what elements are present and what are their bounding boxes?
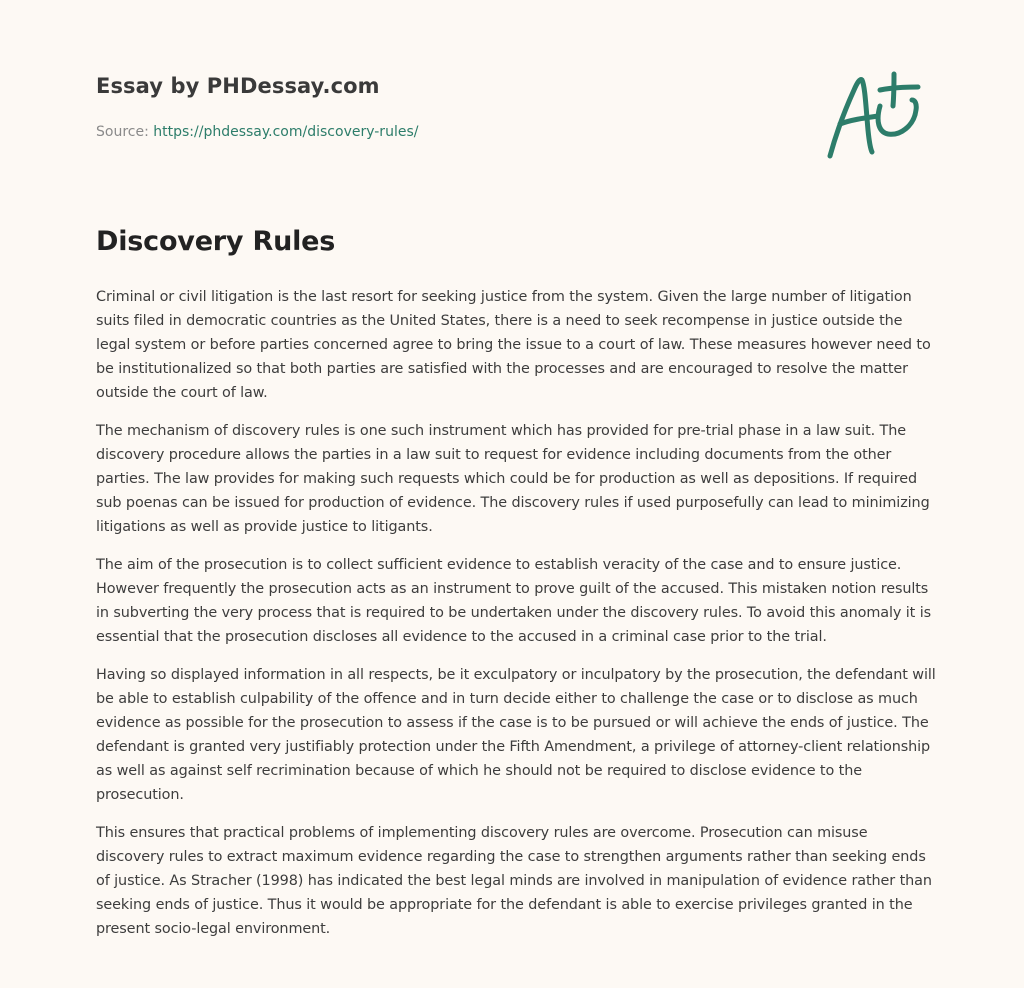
paragraph: Having so displayed information in all respects, be it exculpatory or inculpatory by the prosecution, the defendant will be able to establish culpability of the offence and in turn decide either to challenge the case or to disclose as much evidence as possible for the prosecution to assess if the case is to be pursued or will achieve the ends of justice. The defendant is granted very justifiably protection under the Fifth Amendment, a privilege of attorney-client relationship as well as against self recrimination because of which he should not be required to disclose evidence to the prosecution.: [96, 667, 936, 803]
source-line: [96, 124, 418, 140]
article-title: Discovery Rules: [96, 226, 336, 257]
page-header: [96, 74, 936, 140]
source-label: Source:: [96, 124, 149, 140]
article-body: [96, 285, 936, 955]
a-plus-logo-icon: [822, 68, 928, 164]
paragraph: The aim of the prosecution is to collect sufficient evidence to establish veracity of the case and to ensure justice. However frequently the prosecution acts as an instrument to prove guilt of the accused. This mistaken notion results in subverting the very process that is required to be undertaken under the discovery rules. To avoid this anomaly it is essential that the prosecution discloses all evidence to the accused in a criminal case prior to the trial.: [96, 557, 931, 645]
site-brand: Essay by PHDessay.com: [96, 74, 380, 98]
paragraph: This ensures that practical problems of implementing discovery rules are overcome. Prosecution can misuse discovery rules to extract maximum evidence regarding the case to strengthen arguments rather than seeking ends of justice. As Stracher (1998) has indicated the best legal minds are involved in manipulation of evidence rather than seeking ends of justice. Thus it would be appropriate for the defendant is able to exercise privileges granted in the present socio-legal environment.: [96, 825, 932, 937]
source-link[interactable]: https://phdessay.com/discovery-rules/: [153, 124, 419, 140]
paragraph: The mechanism of discovery rules is one such instrument which has provided for pre-trial phase in a law suit. The discovery procedure allows the parties in a law suit to request for evidence including documents from the other parties. The law provides for making such requests which could be for production as well as depositions. If required sub poenas can be issued for production of evidence. The discovery rules if used purposefully can lead to minimizing litigations as well as provide justice to litigants.: [96, 423, 930, 535]
paragraph: Criminal or civil litigation is the last resort for seeking justice from the system. Given the large number of litigation suits filed in democratic countries as the United States, there is a need to seek recompense in justice outside the legal system or before parties concerned agree to bring the issue to a court of law. These measures however need to be institutionalized so that both parties are satisfied with the processes and are encouraged to resolve the matter outside the court of law.: [96, 289, 931, 401]
